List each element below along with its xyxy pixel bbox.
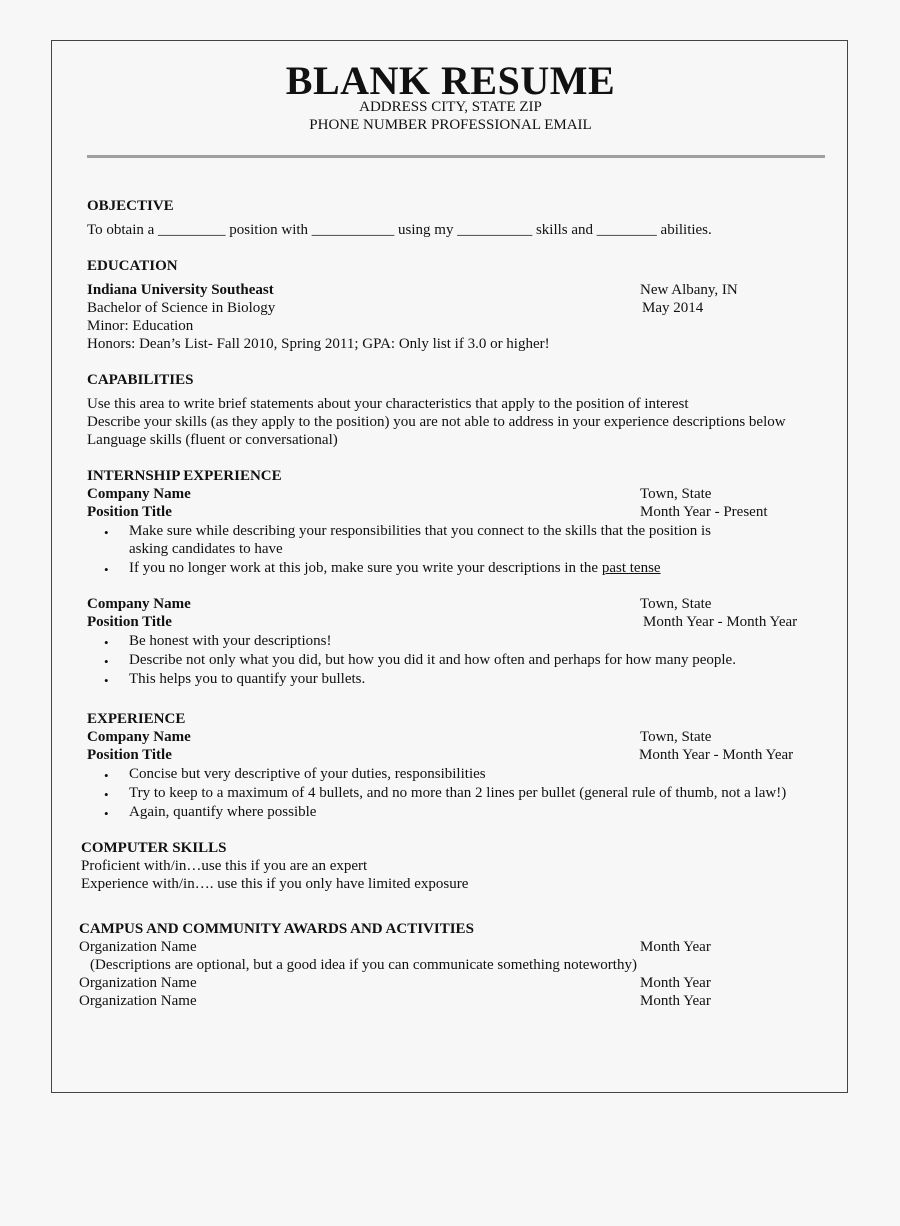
organization-date: Month Year: [640, 993, 711, 1009]
computer-skills-heading: COMPUTER SKILLS: [81, 840, 227, 856]
company-name: Company Name: [87, 596, 191, 612]
resume-title: BLANK RESUME: [285, 58, 616, 103]
minor: Minor: Education: [87, 318, 194, 334]
organization-date: Month Year: [640, 975, 711, 991]
awards-note: (Descriptions are optional, but a good idea if you can communicate something noteworthy): [90, 957, 637, 973]
bullet-text: Concise but very descriptive of your duties, responsibilities: [129, 766, 486, 782]
bullet-marker: •: [104, 562, 109, 577]
position-dates: Month Year - Month Year: [639, 747, 794, 763]
address-line: ADDRESS CITY, STATE ZIP: [359, 99, 542, 115]
bullet-text: This helps you to quantify your bullets.: [129, 671, 366, 687]
company-location: Town, State: [640, 486, 712, 502]
skill-line: Experience with/in…. use this if you only have limited exposure: [81, 876, 469, 892]
position-title: Position Title: [87, 747, 172, 763]
capability-line: Describe your skills (as they apply to the position) you are not able to address in your experience descriptions below: [87, 414, 786, 430]
awards-heading: CAMPUS AND COMMUNITY AWARDS AND ACTIVITIES: [79, 921, 474, 937]
internship-heading: INTERNSHIP EXPERIENCE: [87, 468, 282, 484]
organization-date: Month Year: [640, 939, 711, 955]
header-divider: [87, 155, 825, 158]
bullet-text: Again, quantify where possible: [129, 804, 317, 820]
school-location: New Albany, IN: [640, 282, 738, 298]
bullet-text-main: If you no longer work at this job, make sure you write your descriptions in the: [129, 560, 602, 576]
graduation-date: May 2014: [642, 300, 704, 316]
bullet-text: Try to keep to a maximum of 4 bullets, and no more than 2 lines per bullet (general rule of thumb, not a law!): [129, 785, 787, 801]
objective-text: To obtain a _________ position with ___________ using my __________ skills and ________ abilities.: [87, 222, 712, 238]
experience-heading: EXPERIENCE: [87, 711, 186, 727]
school-name: Indiana University Southeast: [87, 282, 274, 298]
bullet-marker: •: [104, 635, 109, 650]
bullet-text: Make sure while describing your responsibilities that you connect to the skills that the position is: [129, 523, 711, 539]
honors: Honors: Dean’s List- Fall 2010, Spring 2011; GPA: Only list if 3.0 or higher!: [87, 336, 550, 352]
company-name: Company Name: [87, 729, 191, 745]
company-location: Town, State: [640, 729, 712, 745]
organization-name: Organization Name: [79, 975, 197, 991]
degree: Bachelor of Science in Biology: [87, 300, 276, 316]
bullet-marker: •: [104, 806, 109, 821]
position-title: Position Title: [87, 614, 172, 630]
bullet-marker: •: [104, 673, 109, 688]
company-name: Company Name: [87, 486, 191, 502]
position-dates: Month Year - Present: [640, 504, 768, 520]
bullet-marker: •: [104, 525, 109, 540]
resume-page: [51, 40, 848, 1093]
skill-line: Proficient with/in…use this if you are an expert: [81, 858, 368, 874]
contact-line: PHONE NUMBER PROFESSIONAL EMAIL: [309, 117, 592, 133]
capability-line: Use this area to write brief statements about your characteristics that apply to the position of interest: [87, 396, 689, 412]
company-location: Town, State: [640, 596, 712, 612]
bullet-text: asking candidates to have: [129, 541, 283, 557]
bullet-text: Describe not only what you did, but how you did it and how often and perhaps for how many people.: [129, 652, 736, 668]
bullet-marker: •: [104, 768, 109, 783]
organization-name: Organization Name: [79, 993, 197, 1009]
position-dates: Month Year - Month Year: [643, 614, 798, 630]
position-title: Position Title: [87, 504, 172, 520]
education-heading: EDUCATION: [87, 258, 178, 274]
capability-line: Language skills (fluent or conversational): [87, 432, 338, 448]
organization-name: Organization Name: [79, 939, 197, 955]
objective-heading: OBJECTIVE: [87, 198, 174, 214]
bullet-marker: •: [104, 654, 109, 669]
bullet-text: [129, 560, 661, 577]
capabilities-heading: CAPABILITIES: [87, 372, 194, 388]
bullet-text: Be honest with your descriptions!: [129, 633, 332, 649]
past-tense-link[interactable]: past tense: [601, 560, 661, 576]
bullet-marker: •: [104, 787, 109, 802]
